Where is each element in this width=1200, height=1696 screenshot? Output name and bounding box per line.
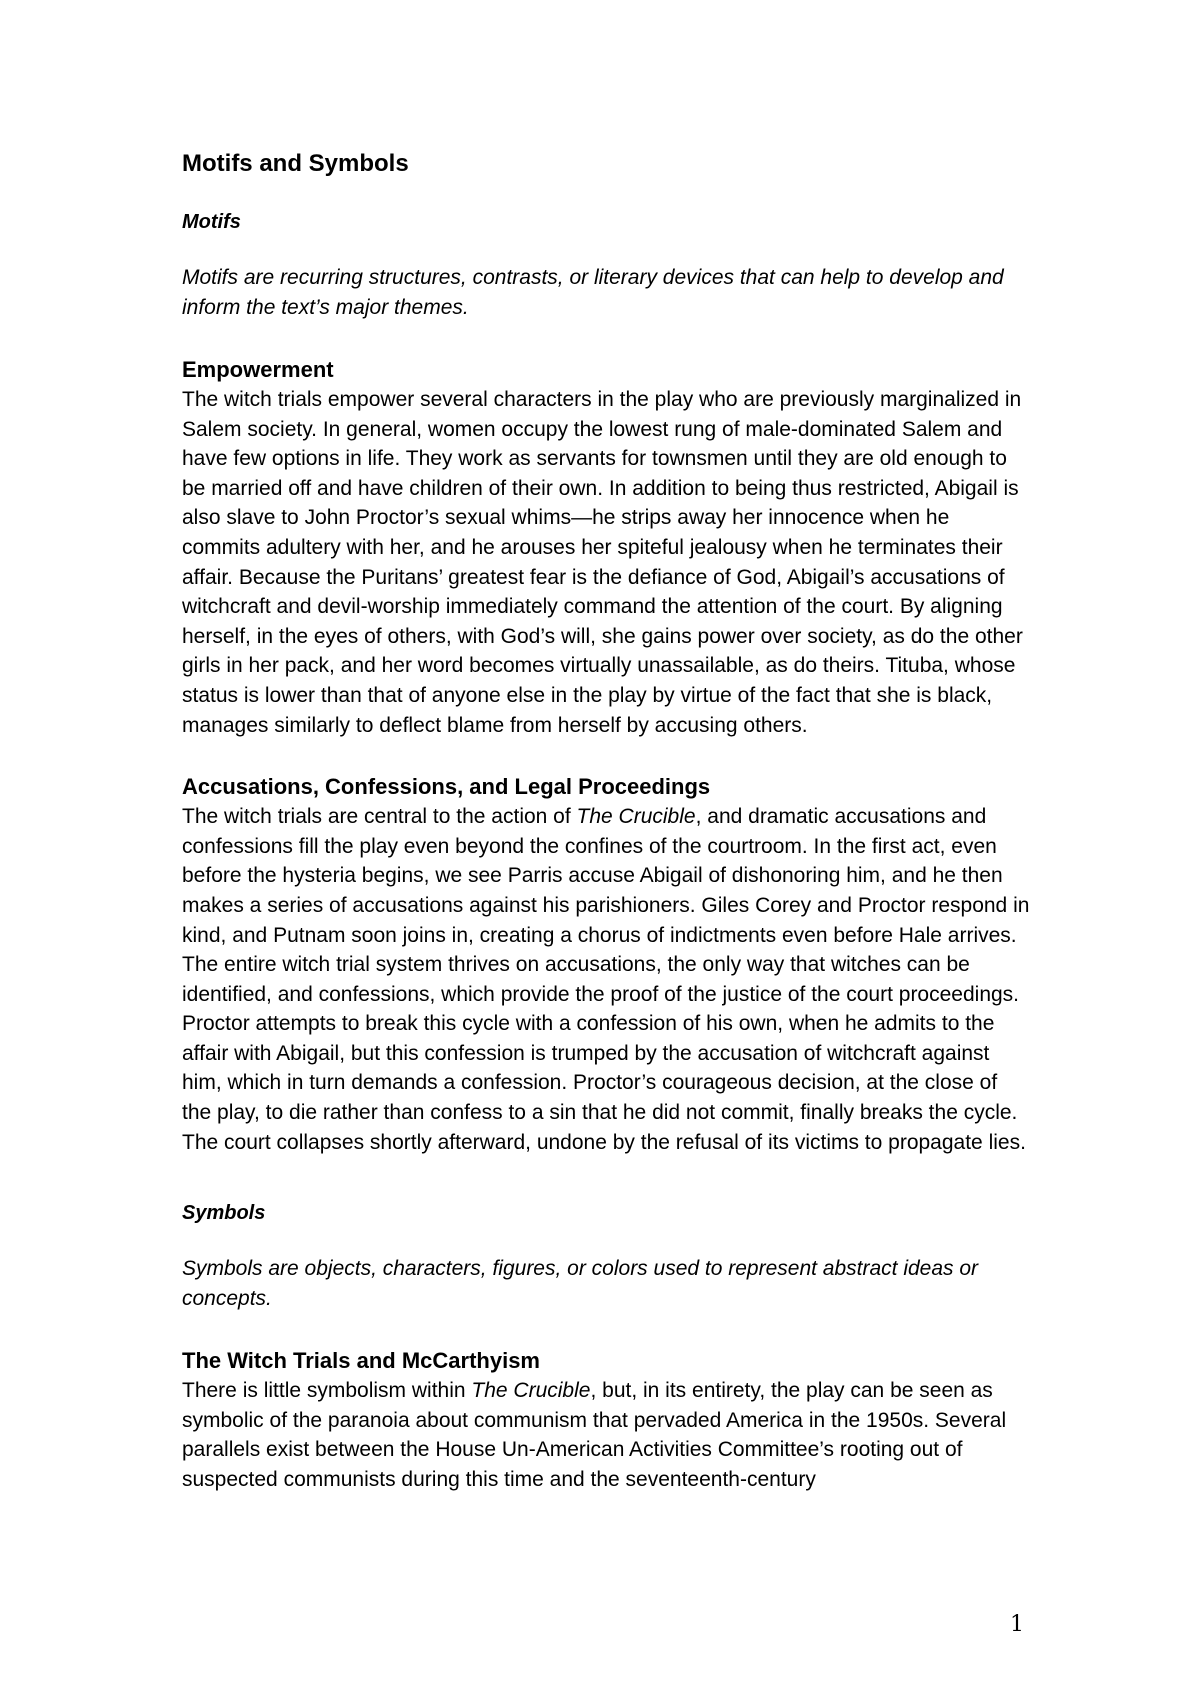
symbols-label: Symbols [182,1202,266,1225]
topic-heading: The Witch Trials and McCarthyism [182,1348,540,1374]
symbols-description: Symbols are objects, characters, figures, or colors used to represent abstract ideas or concepts. [182,1257,979,1311]
topic-heading: Empowerment [182,357,334,382]
body-text: , and dramatic accusations and confessions fill the play even beyond the confines of the courtroom. In the first act, even before the hysteria begins, we see Parris accuse Abigail of dishonoring him, and he then makes a series of accusations against his parishioners. Giles Corey and Proctor respond in kind, and Putnam soon joins in, creating a chorus of indictments even before Hale arrives. The entire witch trial system thrives on accusations, the only way that witches can be identified, and confessions, which provide the proof of the justice of the court proceedings. Proctor attempts to break this cycle with a confession of his own, when he admits to the affair with Abigail, but this confession is trumped by the accusation of witchcraft against him, which in turn demands a confession. Proctor’s courageous decision, at the close of the play, to die rather than confess to a sin that he did not commit, finally breaks the cycle. The court collapses shortly afterward, undone by the refusal of its victims to propagate lies. [182,805,1030,1154]
topic-body [182,1376,1032,1494]
motifs-description: Motifs are recurring structures, contrasts, or literary devices that can help to develop and inform the text’s major themes. [182,266,1004,319]
document-page [182,148,1032,1495]
motifs-label: Motifs [182,211,241,233]
play-title-italic: The Crucible [471,1379,591,1403]
play-title-italic: The Crucible [576,805,696,829]
topic-witch-trials-mccarthyism [182,1346,1032,1494]
topic-heading: Accusations, Confessions, and Legal Proceedings [182,774,711,800]
body-text: There is little symbolism within [182,1379,472,1403]
topic-accusations [182,772,1032,1157]
page-number: 1 [1010,1612,1024,1637]
body-text: The witch trials are central to the action of [182,805,577,829]
body-text: , but, in its entirety, the play can be seen as symbolic of the paranoia about communism that pervaded America in the 1950s. Several parallels exist between the House Un-American Activities Committee’s rooting out of suspected communists during this time and the seventeenth-century [182,1379,1007,1492]
document-title: Motifs and Symbols [182,150,409,177]
topic-empowerment [182,355,1032,740]
topic-body [182,802,1032,1157]
topic-body: The witch trials empower several characters in the play who are previously marginalized in Salem society. In general, women occupy the lowest rung of male-dominated Salem and have few options in life. They work as servants for townsmen until they are old enough to be married off and have children of their own. In addition to being thus restricted, Abigail is also slave to John Proctor’s sexual whims—he strips away her innocence when he commits adultery with her, and he arouses her spiteful jealousy when he terminates their affair. Because the Puritans’ greatest fear is the defiance of God, Abigail’s accusations of witchcraft and devil-worship immediately command the attention of the court. By aligning herself, in the eyes of others, with God’s will, she gains power over society, as do the other girls in her pack, and her word becomes virtually unassailable, as do theirs. Tituba, whose status is lower than that of anyone else in the play by virtue of the fact that she is black, manages similarly to deflect blame from herself by accusing others. [182,388,1023,737]
